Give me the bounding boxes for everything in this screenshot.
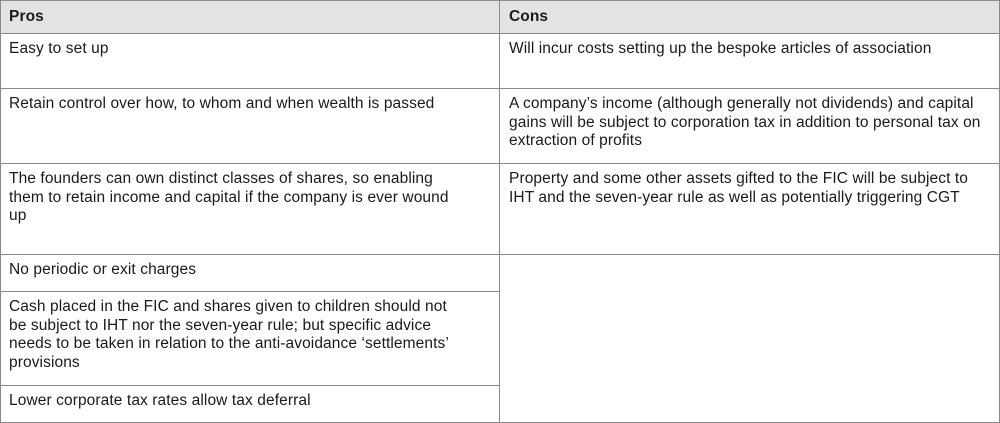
pros-cell: The founders can own distinct classes of shares, so enabling them to retain income and capital if the company is ever wound up: [9, 170, 449, 224]
pros-cell: Cash placed in the FIC and shares given to children should not be subject to IHT nor the seven-year rule; but specific advice needs to be taken in relation to the anti-avoidance ‘settlements’ provisions: [9, 298, 449, 371]
border-top: [0, 0, 1000, 1]
pros-cell: Retain control over how, to whom and when wealth is passed: [9, 95, 435, 112]
pros-cell: No periodic or exit charges: [9, 261, 197, 278]
pros-cell: Easy to set up: [9, 40, 109, 57]
header-divider: [0, 33, 1000, 34]
cons-header: Cons: [500, 0, 1000, 33]
column-divider: [499, 0, 500, 423]
pros-cell: Lower corporate tax rates allow tax deferral: [9, 392, 311, 409]
row-divider: [0, 254, 1000, 255]
row-divider: [0, 163, 1000, 164]
cons-cell: Property and some other assets gifted to the FIC will be subject to IHT and the seven-year rule as well as potentially triggering CGT: [509, 170, 969, 206]
row-divider: [0, 291, 500, 292]
cons-cell: Will incur costs setting up the bespoke articles of association: [509, 40, 932, 57]
row-divider: [0, 385, 500, 386]
cons-cell: A company’s income (although generally not dividends) and capital gains will be subject to corporation tax in addition to personal tax on extraction of profits: [509, 95, 981, 149]
row-divider: [0, 88, 1000, 89]
pros-header: Pros: [0, 0, 500, 33]
border-left: [0, 0, 1, 423]
